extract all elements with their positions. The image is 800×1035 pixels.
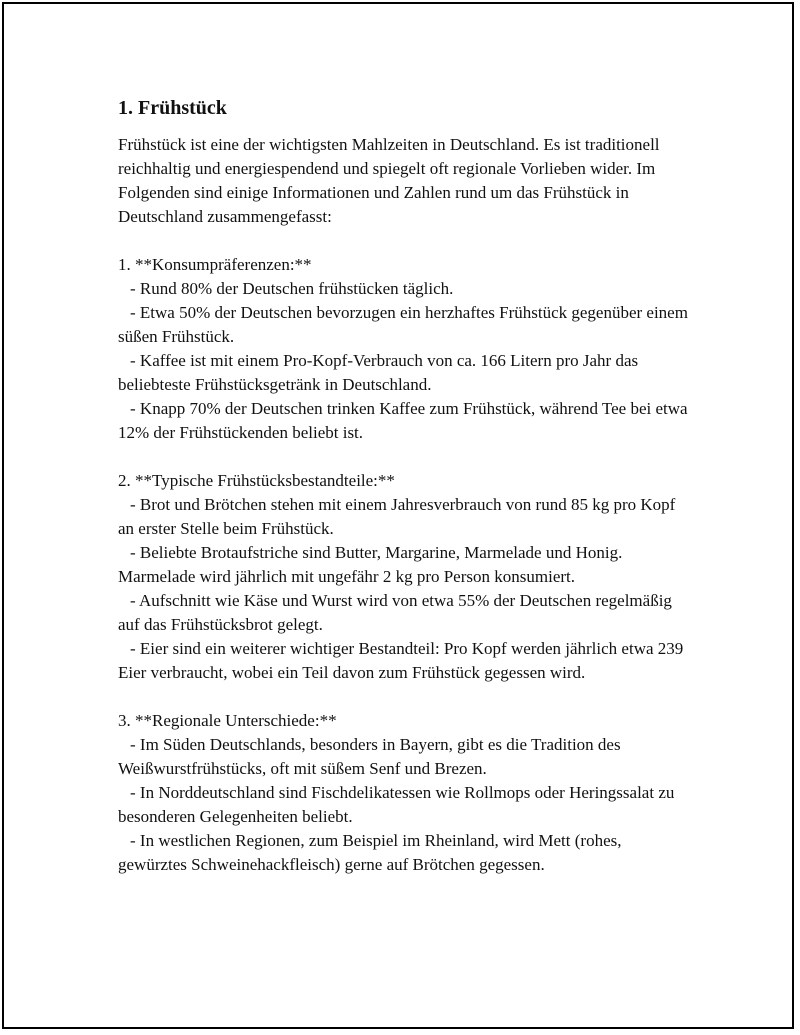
list-item: - In Norddeutschland sind Fischdelikatessen wie Rollmops oder Heringssalat zu besonderen Gelegenheiten beliebt. [118,783,675,826]
list-item: - Brot und Brötchen stehen mit einem Jahresverbrauch von rund 85 kg pro Kopf an erster Stelle beim Frühstück. [118,495,676,538]
list-item: - Etwa 50% der Deutschen bevorzugen ein herzhaftes Frühstück gegenüber einem süßen Frühstück. [118,303,688,346]
section-heading: 1. **Konsumpräferenzen:** [118,255,312,274]
document-title: 1. Frühstück [118,97,227,119]
list-item: - Eier sind ein weiterer wichtiger Bestandteil: Pro Kopf werden jährlich etwa 239 Eier verbraucht, wobei ein Teil davon zum Frühstück gegessen wird. [118,639,684,682]
section-components [118,469,693,685]
list-item: - Beliebte Brotaufstriche sind Butter, Margarine, Marmelade und Honig. Marmelade wird jährlich mit ungefähr 2 kg pro Person konsumiert. [118,543,623,586]
list-item: - Knapp 70% der Deutschen trinken Kaffee zum Frühstück, während Tee bei etwa 12% der Frühstückenden beliebt ist. [118,399,688,442]
list-item: - Aufschnitt wie Käse und Wurst wird von etwa 55% der Deutschen regelmäßig auf das Frühstücksbrot gelegt. [118,591,672,634]
section-regional [118,709,693,877]
section-heading: 2. **Typische Frühstücksbestandteile:** [118,471,395,490]
intro-paragraph: Frühstück ist eine der wichtigsten Mahlzeiten in Deutschland. Es ist traditionell reichhaltig und energiespendend und spiegelt oft regionale Vorlieben wider. Im Folgenden sind einige Informationen und Zahlen rund um das Frühstück in Deutschland zusammengefasst: [118,135,660,226]
list-item: - Kaffee ist mit einem Pro-Kopf-Verbrauch von ca. 166 Litern pro Jahr das beliebteste Frühstücksgetränk in Deutschland. [118,351,639,394]
section-heading: 3. **Regionale Unterschiede:** [118,711,337,730]
list-item: - Rund 80% der Deutschen frühstücken täglich. [130,279,454,298]
document-body [118,95,693,877]
section-consumption [118,253,693,445]
list-item: - Im Süden Deutschlands, besonders in Bayern, gibt es die Tradition des Weißwurstfrühstücks, oft mit süßem Senf und Brezen. [118,735,621,778]
list-item: - In westlichen Regionen, zum Beispiel im Rheinland, wird Mett (rohes, gewürztes Schweinehackfleisch) gerne auf Brötchen gegessen. [118,831,622,874]
